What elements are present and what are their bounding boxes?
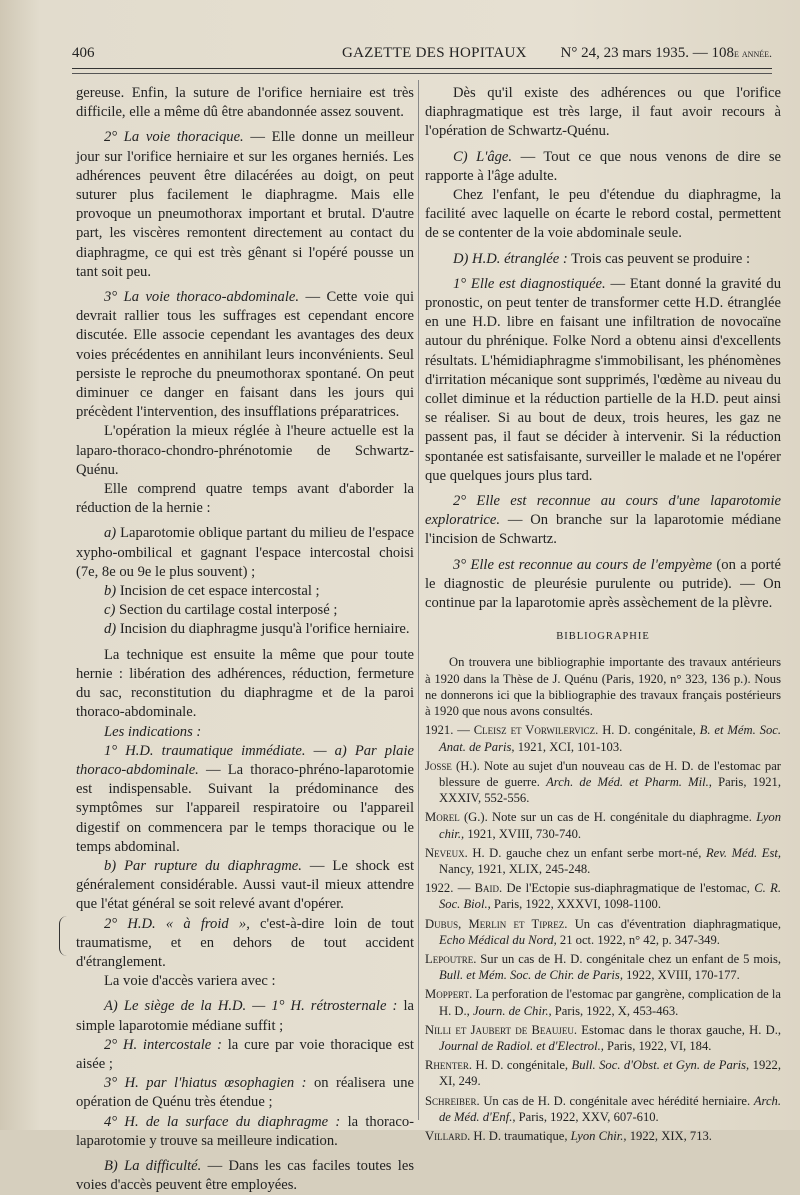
paragraph: 2° H. intercostale : la cure par voie thoracique est aisée ;: [76, 1036, 414, 1072]
reference-item: Rhenter. H. D. congénitale, Bull. Soc. d'Obst. et Gyn. de Paris, 1922, XI, 249.: [425, 1058, 782, 1089]
bibliography-heading: BIBLIOGRAPHIE: [556, 631, 650, 643]
reference-item: Villard. H. D. traumatique, Lyon Chir., 1922, XIX, 713.: [425, 1128, 712, 1143]
reference-item: Josse (H.). Note au sujet d'un nouveau cas de H. D. de l'estomac par blessure de guerre. Arch. de Méd. et Pharm. Mil., Paris, 1921, XXXIV, 552-556.: [425, 758, 782, 806]
paragraph: L'opération la mieux réglée à l'heure actuelle est la laparo-thoraco-chondro-phrénotomie de Schwartz-Quénu.: [76, 423, 414, 478]
list-item: c) Section du cartilage costal interposé ;: [104, 602, 338, 619]
reference-list: [425, 722, 781, 1144]
right-column: [425, 84, 781, 1144]
reference-item: Moppert. La perforation de l'estomac par gangrène, complication de la H. D., Journ. de Chir., Paris, 1922, X, 453-463.: [425, 987, 781, 1018]
list-item: a) Laparotomie oblique partant du milieu de l'espace xypho-ombilical et gagnant l'espace intercostal choisi (7e, 8e ou 9e le plus souvent) ;: [76, 525, 414, 580]
paragraph: 2° Elle est reconnue au cours d'une laparotomie exploratrice. — On branche sur la laparotomie médiane l'incision de Schwartz.: [425, 493, 781, 548]
journal-title: GAZETTE DES HOPITAUX: [342, 45, 527, 61]
bibliography: [425, 654, 781, 1144]
bibliography-intro: On trouvera une bibliographie importante des travaux antérieurs à 1920 dans la Thèse de J. Quénu (Paris, 1920, n° 323, 136 p.). Nous ne donnerons ici que la bibliographie des travaux français postérieurs à 1920 que nous avons consultés.: [425, 655, 781, 719]
paragraph: La technique est ensuite la même que pour toute hernie : libération des adhérences, réduction, fermeture du sac, reconstitution du diaphragme et de la paroi thoraco-abdominale.: [76, 646, 414, 721]
paragraph: La voie d'accès variera avec :: [104, 973, 276, 990]
reference-item: Nilli et Jaubert de Beaujeu. Estomac dans le thorax gauche, H. D., Journal de Radiol. et d'Electrol., Paris, 1922, VI, 184.: [425, 1022, 781, 1053]
margin-bracket: [59, 916, 70, 956]
paragraph: 2° La voie thoracique. — Elle donne un meilleur jour sur l'orifice herniaire et sur les organes herniés. Les adhérences peuvent être dilacérées au doigt, on peut suturer plus facilement le diaphragme. Mais elle provoque un pneumothorax important et brutal. D'autre part, les viscères remontent directement au contact du diaphragme, ce qui est très gênant si l'opéré pousse un tant soit peu.: [76, 129, 414, 280]
list-item: d) Incision du diaphragme jusqu'à l'orifice herniaire.: [104, 621, 410, 638]
paragraph: Dès qu'il existe des adhérences ou que l'orifice diaphragmatique est très large, il faut avoir recours à l'opération de Schwartz-Quénu.: [425, 85, 781, 140]
paragraph: 3° La voie thoraco-abdominale. — Cette voie qui devrait rallier tous les suffrages est cependant encore discutée. Elle associe cependant les avantages des deux voies précédentes en annihilant leurs inconvénients. Seul persiste le reproche du pneumothorax spontané. On peut diminuer ce danger en faisant dans les jours qui précèdent l'intervention, des insufflations préparatrices.: [76, 289, 414, 421]
paragraph: gereuse. Enfin, la suture de l'orifice herniaire est très difficile, elle a même dû être abandonnée assez souvent.: [76, 85, 414, 121]
paragraph: 2° H.D. « à froid », c'est-à-dire loin de tout traumatisme, et en dehors de tout accident d'étranglement.: [76, 915, 414, 970]
paragraph: Chez l'enfant, le peu d'étendue du diaphragme, la facilité avec laquelle on écarte le rebord costal, permettent de se contenter de la voie abdominale seule.: [425, 187, 781, 242]
paragraph: B) La difficulté. — Dans les cas faciles toutes les voies d'accès peuvent être employées.: [76, 1157, 414, 1194]
paragraph: A) Le siège de la H.D. — 1° H. rétrosternale : la simple laparotomie médiane suffit ;: [76, 998, 414, 1034]
header-rule: [72, 68, 772, 69]
paragraph: C) L'âge. — Tout ce que nous venons de dire se rapporte à l'âge adulte.: [425, 148, 781, 184]
list-item: b) Incision de cet espace intercostal ;: [104, 583, 320, 600]
paragraph: b) Par rupture du diaphragme. — Le shock est généralement considérable. Aussi vaut-il mieux attendre que l'état général se soit relevé avant d'opérer.: [76, 857, 414, 913]
paragraph: Elle comprend quatre temps avant d'aborder la réduction de la hernie :: [76, 481, 414, 517]
column-divider: [418, 80, 419, 1120]
issue-info: [561, 45, 773, 62]
reference-item: Morel (G.). Note sur un cas de H. congénitale du diaphragme. Lyon chir., 1921, XVIII, 730-740.: [425, 810, 781, 841]
page-number: 406: [72, 45, 95, 61]
reference-item: Neveux. H. D. gauche chez un enfant serbe mort-né, Rev. Méd. Est, Nancy, 1921, XLIX, 245-248.: [425, 845, 781, 876]
paragraph: D) H.D. étranglée : Trois cas peuvent se produire :: [453, 250, 751, 267]
paragraph: 4° H. de la surface du diaphragme : la thoraco-laparotomie y trouve sa meilleure indication.: [76, 1113, 414, 1149]
reference-item: Schreiber. Un cas de H. D. congénitale avec hérédité herniaire. Arch. de Méd. d'Enf., Paris, 1922, XXV, 607-610.: [425, 1093, 781, 1124]
paragraph: 3° H. par l'hiatus œsophagien : on réalisera une opération de Quénu très étendue ;: [76, 1075, 415, 1111]
reference-item: 1921. — Cleisz et Vorwilervicz. H. D. congénitale, B. et Mém. Soc. Anat. de Paris, 1921, XCI, 101-103.: [425, 723, 782, 754]
reference-item: Dubus, Merlin et Tiprez. Un cas d'éventration diaphragmatique, Echo Médical du Nord, 21 oct. 1922, n° 42, p. 347-349.: [425, 916, 781, 947]
issue-date: N° 24, 23 mars 1935. — 108: [560, 45, 734, 61]
left-column: [76, 84, 414, 1195]
reference-item: Lepoutre. Sur un cas de H. D. congénitale chez un enfant de 5 mois, Bull. et Mém. Soc. de Chir. de Paris, 1922, XVIII, 170-177.: [425, 951, 781, 983]
reference-item: 1922. — Baid. De l'Ectopie sus-diaphragmatique de l'estomac, C. R. Soc. Biol., Paris, 1922, XXXVI, 1098-1100.: [425, 881, 781, 912]
paragraph: 1° H.D. traumatique immédiate. — a) Par plaie thoraco-abdominale. — La thoraco-phréno-laparotomie est indispensable. Suivant la prédominance des symptômes sur l'appareil respiratoire ou l'appareil digestif on commencera par le temps thoracique ou le temps abdominal.: [76, 742, 414, 855]
paragraph: 1° Elle est diagnostiquée. — Etant donné la gravité du pronostic, on peut tenter de transformer cette H.D. étranglée en une H.D. libre en faisant une infiltration de novocaïne autour du phrénique. Folke Nord a obtenu ainsi d'excellents résultats. L'hémidiaphragme s'immobilisant, les phénomènes d'irritation mécanique sont supprimés, l'œdème au niveau du collet diminue et la réduction partielle de la H.D. peut ainsi se réaliser. Si au bout de deux, trois heures, les gaz ne passent pas, il faut se décider à intervenir. Si la réduction spontanée est satisfaisante, surveiller le malade et ne l'opérer que quelques jours plus tard.: [425, 275, 781, 484]
subheading: Les indications :: [104, 723, 202, 740]
paragraph: 3° Elle est reconnue au cours de l'empyème (on a porté le diagnostic de pleurésie purulente ou putride). — On continue par la laparotomie après assèchement de la plèvre.: [425, 556, 781, 612]
issue-suffix: e année.: [734, 46, 772, 60]
running-header: [72, 45, 778, 65]
header-rule-thin: [72, 73, 772, 74]
